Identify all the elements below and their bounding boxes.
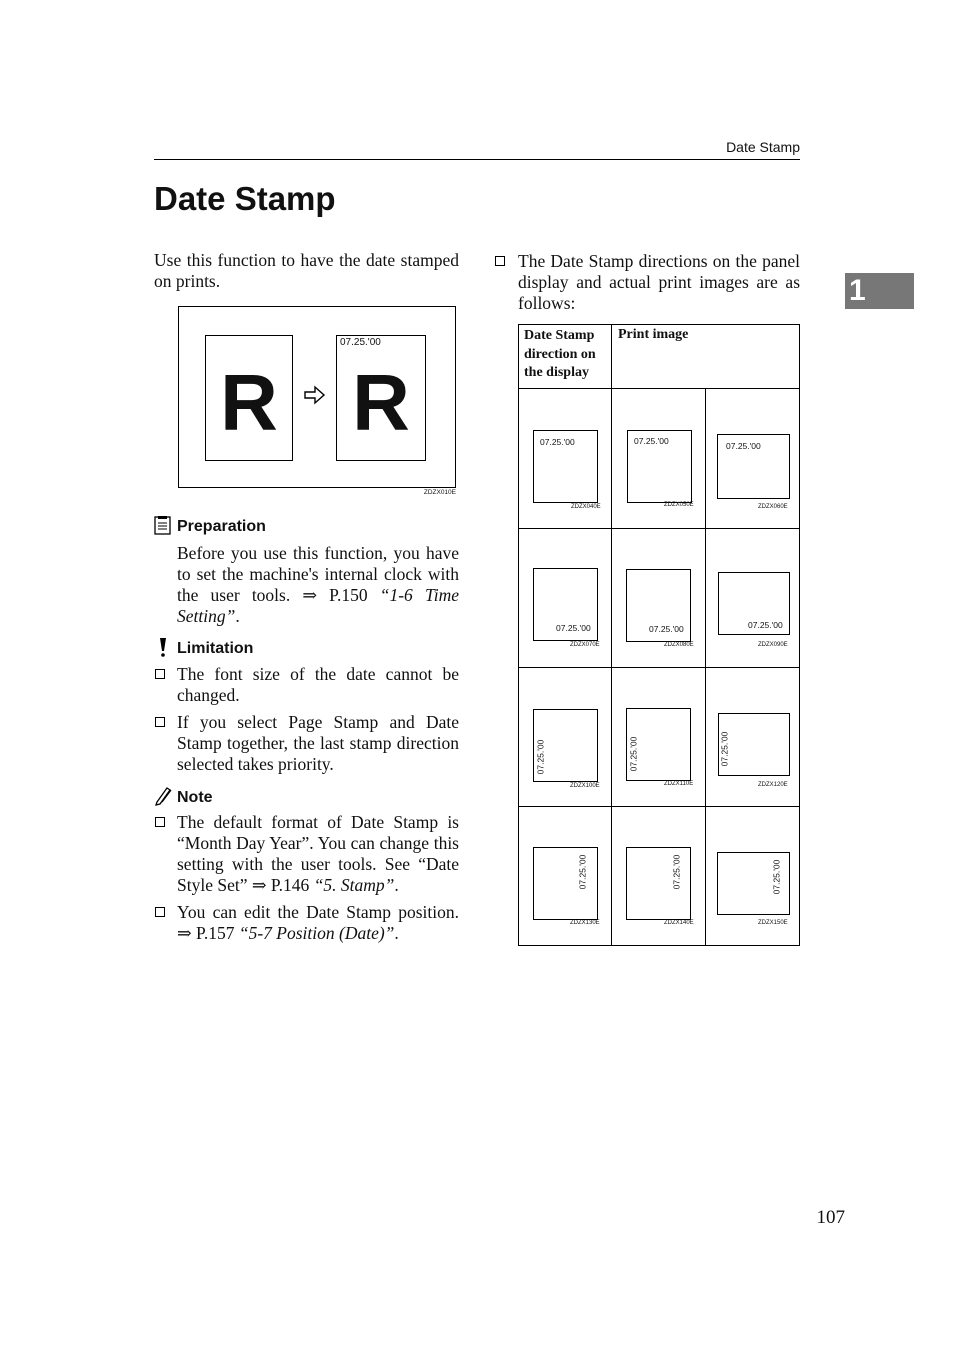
page-title: Date Stamp xyxy=(154,180,336,217)
stamped-sheet xyxy=(336,335,426,461)
thumbnail-date: 07.25.'00 xyxy=(748,620,783,630)
table-cell xyxy=(612,529,705,668)
note-ref-link[interactable]: “5-7 Position (Date)” xyxy=(238,923,395,943)
thumbnail-date: 07.25.'00 xyxy=(540,437,575,447)
stamp-direction-table xyxy=(518,324,800,946)
thumbnail-date: 07.25.'00 xyxy=(556,623,591,633)
preparation-end: . xyxy=(235,606,240,626)
table-cell xyxy=(612,807,705,946)
thumbnail-code: ZDZX150E xyxy=(758,920,788,926)
limitation-label: Limitation xyxy=(177,640,254,657)
thumbnail-code: ZDZX050E xyxy=(664,502,694,508)
list-item xyxy=(154,812,459,896)
figure-code: ZDZX010E xyxy=(423,489,456,496)
preparation-text: Before you use this function, you have to set the machine's internal clock with the user tools. ⇒ P.150 xyxy=(177,543,459,605)
checkbox-bullet-icon xyxy=(155,907,165,917)
checkbox-bullet-icon xyxy=(155,669,165,679)
table-cell xyxy=(519,668,612,807)
table-cell xyxy=(706,668,799,807)
thumbnail-date: 07.25.'00 xyxy=(628,736,639,772)
thumbnail-date: 07.25.'00 xyxy=(726,441,761,451)
exclamation-icon xyxy=(154,637,172,657)
table-cell xyxy=(706,807,799,946)
note-list xyxy=(154,812,459,950)
thumbnail-date: 07.25.'00 xyxy=(649,624,684,634)
preparation-ref-link[interactable]: “1-6 Time Setting” xyxy=(177,585,459,626)
running-header: Date Stamp xyxy=(726,139,800,155)
print-image-thumbnail xyxy=(533,847,598,920)
preparation-body xyxy=(177,543,459,627)
table-cell xyxy=(612,668,705,807)
note-item-end: . xyxy=(394,923,399,943)
note-item-text: You can edit the Date Stamp position. ⇒ P.157 xyxy=(177,902,459,943)
list-item xyxy=(154,712,459,775)
thumbnail-code: ZDZX070E xyxy=(570,642,600,648)
thumbnail-date: 07.25.'00 xyxy=(771,859,782,895)
table-cell xyxy=(519,807,612,946)
limitation-list xyxy=(154,664,459,781)
table-cell xyxy=(519,389,612,528)
checkbox-bullet-icon xyxy=(155,817,165,827)
table-header-direction: Date Stamp direction on the display xyxy=(524,328,596,380)
clipboard-icon xyxy=(154,515,172,535)
thumbnail-code: ZDZX080E xyxy=(664,642,694,648)
thumbnail-code: ZDZX040E xyxy=(571,504,601,510)
checkbox-bullet-icon xyxy=(155,717,165,727)
thumbnail-date: 07.25.'00 xyxy=(671,854,682,890)
list-item xyxy=(494,251,800,314)
thumbnail-code: ZDZX110E xyxy=(664,781,694,787)
thumbnail-code: ZDZX140E xyxy=(664,920,694,926)
table-header-print-image: Print image xyxy=(618,327,689,342)
checkbox-bullet-icon xyxy=(495,256,505,266)
note-label: Note xyxy=(177,789,213,806)
intro-left xyxy=(154,250,459,292)
thumbnail-date: 07.25.'00 xyxy=(577,854,588,890)
stamped-date: 07.25.'00 xyxy=(340,337,381,348)
thumbnail-code: ZDZX130E xyxy=(570,920,600,926)
table-cell xyxy=(612,389,705,528)
intro-right-text: The Date Stamp directions on the panel display and actual print images are as follows: xyxy=(518,251,800,313)
thumbnail-date: 07.25.'00 xyxy=(535,739,546,775)
list-item xyxy=(154,902,459,944)
note-ref-link[interactable]: “5. Stamp” xyxy=(313,875,395,895)
limitation-item-text: The font size of the date cannot be changed. xyxy=(177,664,459,705)
preparation-label: Preparation xyxy=(177,518,266,535)
header-rule xyxy=(154,159,800,160)
stamped-letter: R xyxy=(352,358,410,447)
intro-right xyxy=(494,251,800,314)
pencil-icon xyxy=(154,786,172,806)
thumbnail-code: ZDZX060E xyxy=(758,504,788,510)
thumbnail-code: ZDZX120E xyxy=(758,782,788,788)
limitation-item-text: If you select Page Stamp and Date Stamp together, the last stamp direction selected takes priority. xyxy=(177,712,459,774)
note-item-end: . xyxy=(394,875,399,895)
list-item xyxy=(154,664,459,706)
table-cell xyxy=(706,529,799,668)
intro-left-text: Use this function to have the date stamped on prints. xyxy=(154,250,459,291)
original-letter: R xyxy=(220,358,278,447)
table-cell xyxy=(706,389,799,528)
chapter-tab: 1 xyxy=(845,273,914,309)
arrow-right-icon xyxy=(303,385,327,405)
original-sheet xyxy=(205,335,293,461)
table-cell xyxy=(519,529,612,668)
thumbnail-date: 07.25.'00 xyxy=(634,436,669,446)
thumbnail-code: ZDZX100E xyxy=(570,783,600,789)
example-figure xyxy=(178,306,456,488)
note-item-text: The default format of Date Stamp is “Month Day Year”. You can change this setting with the user tools. See “Date Style Set” ⇒ P.146 xyxy=(177,812,459,895)
page-number: 107 xyxy=(816,1207,845,1228)
thumbnail-code: ZDZX090E xyxy=(758,642,788,648)
thumbnail-date: 07.25.'00 xyxy=(719,731,730,767)
